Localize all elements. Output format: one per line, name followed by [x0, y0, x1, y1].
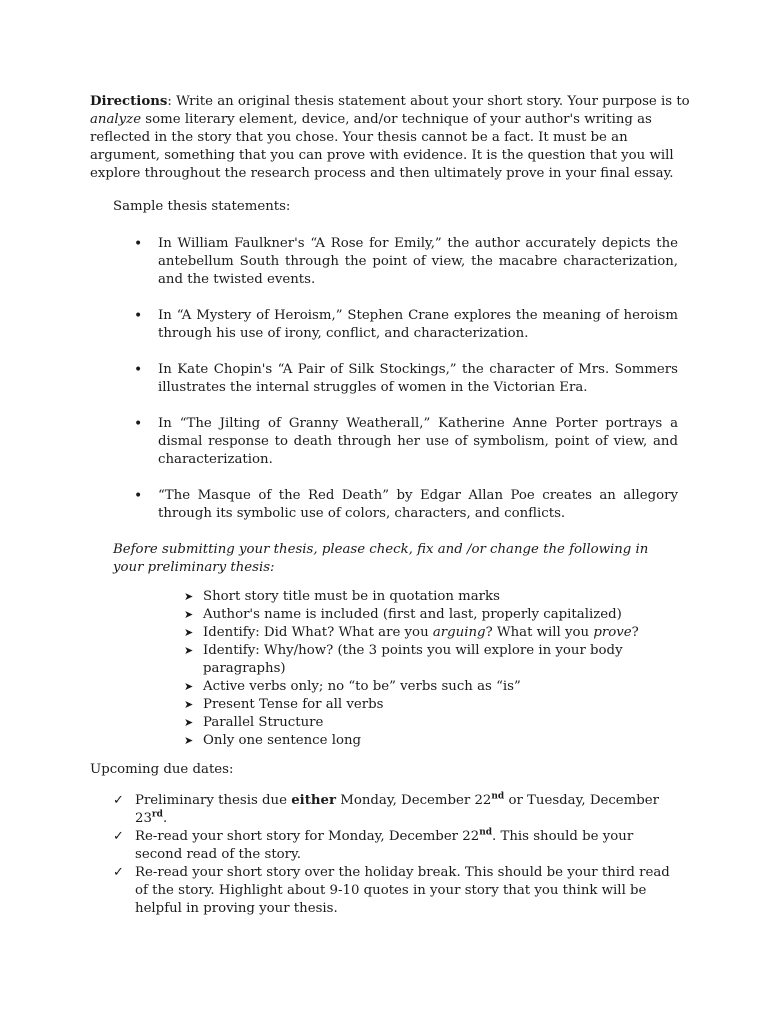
bullet-icon: •	[134, 362, 143, 378]
list-item	[182, 714, 652, 732]
bullet-icon: •	[134, 308, 143, 324]
arrow-bullet-icon: ➤	[184, 716, 194, 729]
sample-text: In “The Jilting of Granny Weatherall,” Katherine Anne Porter portrays a dismal response to death through her use of symbolism, point of view, and characterization.	[158, 416, 678, 467]
sample-heading: Sample thesis statements:	[113, 199, 291, 214]
arrow-bullet-icon: ➤	[184, 608, 194, 621]
checklist-text: Present Tense for all verbs	[203, 697, 384, 712]
bullet-icon: •	[134, 416, 143, 432]
checklist-text: Only one sentence long	[203, 733, 362, 748]
ordinal-suffix: nd	[491, 791, 505, 802]
ordinal-suffix: rd	[151, 809, 163, 820]
due-text: . This should be your second read of the story.	[135, 829, 634, 862]
list-item	[130, 415, 678, 469]
list-item	[113, 792, 683, 828]
checklist-text: Author's name is included (first and last, properly capitalized)	[203, 607, 622, 622]
list-item	[113, 864, 683, 918]
list-item	[182, 696, 652, 714]
before-submitting-note: Before submitting your thesis, please check, fix and /or change the following in your preliminary thesis:	[113, 542, 649, 575]
list-item	[182, 624, 652, 642]
sample-thesis-list	[130, 235, 678, 541]
arrow-bullet-icon: ➤	[184, 680, 194, 693]
checkmark-icon: ✓	[113, 829, 124, 844]
due-text: or Tuesday, December 23	[135, 793, 660, 826]
list-item	[182, 678, 652, 696]
checklist-arguing: arguing	[432, 625, 486, 640]
list-item	[182, 732, 652, 750]
due-text: Re-read your short story over the holiday break. This should be your third read of the story. Highlight about 9-10 quotes in your story that you think will be helpful in proving your thesis.	[135, 865, 670, 916]
checkmark-icon: ✓	[113, 865, 124, 880]
checklist	[182, 588, 652, 750]
directions-label: Directions	[90, 94, 168, 109]
list-item	[130, 361, 678, 397]
due-text: Monday, December 22	[336, 793, 492, 808]
list-item	[182, 642, 652, 678]
checklist-text: Identify: Why/how? (the 3 points you will explore in your body paragraphs)	[203, 643, 623, 676]
checkmark-icon: ✓	[113, 793, 124, 808]
arrow-bullet-icon: ➤	[184, 698, 194, 711]
list-item	[130, 307, 678, 343]
list-item	[113, 828, 683, 864]
directions-text-a: : Write an original thesis statement about your short story. Your purpose is to	[167, 94, 690, 109]
list-item	[130, 235, 678, 289]
due-dates-heading: Upcoming due dates:	[90, 762, 234, 777]
bullet-icon: •	[134, 236, 143, 252]
arrow-bullet-icon: ➤	[184, 626, 194, 639]
list-item	[182, 588, 652, 606]
checklist-text: ? What will you	[485, 625, 594, 640]
due-text: Re-read your short story for Monday, December 22	[135, 829, 480, 844]
checklist-text: Identify: Did What? What are you	[203, 625, 433, 640]
checklist-text: Active verbs only; no “to be” verbs such as “is”	[203, 679, 521, 694]
sample-text: “The Masque of the Red Death” by Edgar Allan Poe creates an allegory through its symbolic use of colors, characters, and conflicts.	[158, 488, 678, 521]
directions-text-b: some literary element, device, and/or technique of your author's writing as reflected in the story that you chose. Your thesis cannot be a fact. It must be an argument, something that you can prove with evidence. It is the question that you will explore throughout the research process and then ultimately prove in your final essay.	[90, 112, 674, 181]
list-item	[182, 606, 652, 624]
list-item	[130, 487, 678, 523]
sample-text: In “A Mystery of Heroism,” Stephen Crane explores the meaning of heroism through his use of irony, conflict, and characterization.	[158, 308, 678, 341]
directions-analyze: analyze	[90, 112, 142, 127]
arrow-bullet-icon: ➤	[184, 590, 194, 603]
arrow-bullet-icon: ➤	[184, 644, 194, 657]
sample-text: In William Faulkner's “A Rose for Emily,” the author accurately depicts the antebellum South through the point of view, the macabre characterization, and the twisted events.	[158, 236, 678, 287]
due-text: .	[162, 811, 168, 826]
checklist-text: Short story title must be in quotation marks	[203, 589, 500, 604]
due-dates-list	[113, 792, 683, 918]
bullet-icon: •	[134, 488, 143, 504]
arrow-bullet-icon: ➤	[184, 734, 194, 747]
checklist-text: Parallel Structure	[203, 715, 324, 730]
checklist-text: ?	[631, 625, 639, 640]
due-either: either	[291, 793, 336, 808]
sample-text: In Kate Chopin's “A Pair of Silk Stockings,” the character of Mrs. Sommers illustrates the internal struggles of women in the Victorian Era.	[158, 362, 678, 395]
checklist-prove: prove	[593, 625, 632, 640]
directions-paragraph	[90, 93, 690, 183]
ordinal-suffix: nd	[479, 827, 493, 838]
due-text: Preliminary thesis due	[135, 793, 292, 808]
